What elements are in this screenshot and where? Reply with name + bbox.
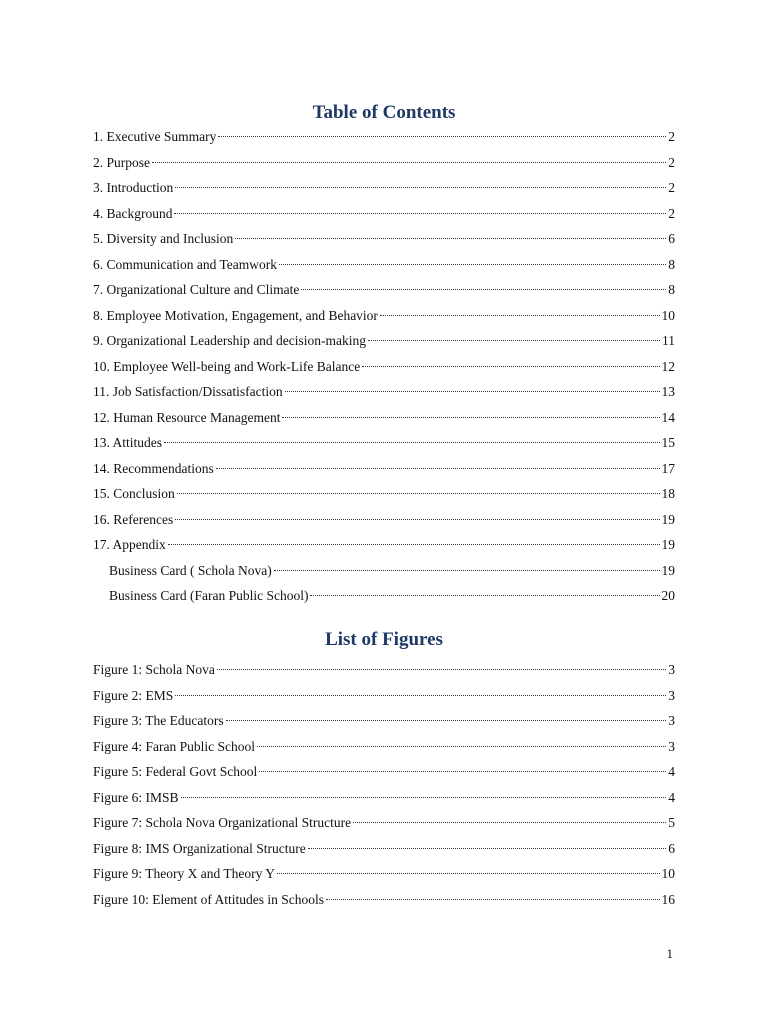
dot-leader <box>175 186 666 188</box>
toc-entry-page-number: 18 <box>661 486 675 501</box>
figure-entry-label: Figure 6: IMSB <box>93 789 179 805</box>
figure-entry-label: Figure 10: Element of Attitudes in Schools <box>93 891 324 907</box>
toc-entry-page-number: 19 <box>661 562 675 578</box>
toc-entry[interactable] <box>93 536 675 562</box>
dot-leader <box>217 668 666 670</box>
toc-entry[interactable] <box>93 154 675 180</box>
toc-entry-label: 12. Human Resource Management <box>93 409 281 425</box>
figure-entry-page-number: 3 <box>668 713 675 728</box>
dot-leader <box>285 390 660 392</box>
figure-entry-page-number: 6 <box>668 840 675 856</box>
toc-entry-label: 11. Job Satisfaction/Dissatisfaction <box>93 384 283 399</box>
dot-leader <box>216 467 660 469</box>
toc-entry-label: 15. Conclusion <box>93 486 175 501</box>
toc-entry-label: 5. Diversity and Inclusion <box>93 231 234 246</box>
figure-entry-page-number: 4 <box>668 764 675 779</box>
toc-entry-label: 3. Introduction <box>93 180 174 195</box>
dot-leader <box>310 594 659 596</box>
toc-title: Table of Contents <box>312 102 456 123</box>
toc-entry-label: 17. Appendix <box>93 537 166 552</box>
dot-leader <box>282 416 659 418</box>
dot-leader <box>218 135 666 137</box>
toc-entry-label: 8. Employee Motivation, Engagement, and Behavior <box>93 307 378 323</box>
figure-entry-page-number: 4 <box>668 789 675 805</box>
figure-entry-label: Figure 2: EMS <box>93 687 174 703</box>
toc-entry-label: 9. Organizational Leadership and decision-making <box>93 333 367 348</box>
dot-leader <box>174 212 666 214</box>
figure-entry-label: Figure 3: The Educators <box>93 713 224 728</box>
toc-entry-page-number: 10 <box>661 307 675 323</box>
dot-leader <box>259 770 666 772</box>
dot-leader <box>175 518 659 520</box>
toc-entry-label: Business Card (Faran Public School) <box>109 588 309 603</box>
figure-entry[interactable] <box>93 840 675 866</box>
dot-leader <box>175 694 666 696</box>
figure-entry[interactable] <box>93 789 675 815</box>
toc-entry-label: 2. Purpose <box>93 154 150 170</box>
toc-entry-page-number: 8 <box>668 282 675 297</box>
list-of-figures <box>93 661 675 916</box>
figure-entry[interactable] <box>93 661 675 687</box>
dot-leader <box>274 569 660 571</box>
toc-entry-label: 10. Employee Well-being and Work-Life Balance <box>93 358 361 374</box>
toc-entry-page-number: 15 <box>661 435 675 450</box>
toc-entry-page-number: 8 <box>668 256 675 272</box>
toc-entry-page-number: 11 <box>662 333 675 348</box>
toc-entry[interactable] <box>93 205 675 231</box>
toc-entry[interactable] <box>93 358 675 384</box>
dot-leader <box>168 543 660 545</box>
toc-entry-page-number: 14 <box>661 409 675 425</box>
toc-entry[interactable] <box>93 434 675 460</box>
figure-entry-label: Figure 4: Faran Public School <box>93 738 255 754</box>
figure-entry-label: Figure 5: Federal Govt School <box>93 764 258 779</box>
toc-entry-page-number: 6 <box>668 231 675 246</box>
dot-leader <box>368 339 660 341</box>
toc-entry[interactable] <box>93 307 675 333</box>
figure-entry-label: Figure 8: IMS Organizational Structure <box>93 840 306 856</box>
figure-entry-label: Figure 9: Theory X and Theory Y <box>93 866 275 881</box>
list-of-figures-title: List of Figures <box>325 629 443 650</box>
toc-entry[interactable] <box>93 281 675 307</box>
toc-entry[interactable] <box>93 562 675 588</box>
figure-entry-label: Figure 7: Schola Nova Organizational Structure <box>93 815 352 830</box>
dot-leader <box>326 898 660 900</box>
toc-entry-label: Business Card ( Schola Nova) <box>109 562 272 578</box>
toc-entry[interactable] <box>93 409 675 435</box>
figure-entry[interactable] <box>93 738 675 764</box>
toc-entry-label: 13. Attitudes <box>93 435 163 450</box>
figure-entry-page-number: 10 <box>661 866 675 881</box>
toc-entry[interactable] <box>93 230 675 256</box>
toc-entry-label: 7. Organizational Culture and Climate <box>93 282 300 297</box>
toc-entry-page-number: 17 <box>661 460 675 476</box>
dot-leader <box>353 821 666 823</box>
figure-entry[interactable] <box>93 814 675 840</box>
toc-entry-page-number: 19 <box>661 537 675 552</box>
dot-leader <box>380 314 660 316</box>
figure-entry-page-number: 5 <box>668 815 675 830</box>
toc-entry-page-number: 12 <box>661 358 675 374</box>
toc-entry-page-number: 2 <box>668 129 675 144</box>
figure-entry[interactable] <box>93 712 675 738</box>
toc-entry-label: 4. Background <box>93 205 173 221</box>
toc-entry-label: 6. Communication and Teamwork <box>93 256 278 272</box>
toc-entry[interactable] <box>93 332 675 358</box>
toc-entry[interactable] <box>93 485 675 511</box>
dot-leader <box>277 872 660 874</box>
toc-entry-page-number: 20 <box>661 588 675 603</box>
toc-entry[interactable] <box>93 460 675 486</box>
toc-entry-page-number: 19 <box>661 511 675 527</box>
figure-entry[interactable] <box>93 763 675 789</box>
toc-entry[interactable] <box>93 179 675 205</box>
dot-leader <box>362 365 659 367</box>
figure-entry-page-number: 16 <box>661 891 675 907</box>
toc-entry-label: 16. References <box>93 511 174 527</box>
toc-entry[interactable] <box>93 587 675 613</box>
dot-leader <box>164 441 659 443</box>
dot-leader <box>235 237 666 239</box>
dot-leader <box>181 796 667 798</box>
toc-entry[interactable] <box>93 128 675 154</box>
toc-list <box>93 128 675 613</box>
figure-entry[interactable] <box>93 687 675 713</box>
figure-entry-label: Figure 1: Schola Nova <box>93 662 215 677</box>
dot-leader <box>308 847 667 849</box>
figure-entry[interactable] <box>93 891 675 917</box>
dot-leader <box>226 719 667 721</box>
figure-entry-page-number: 3 <box>668 687 675 703</box>
toc-entry[interactable] <box>93 383 675 409</box>
toc-entry[interactable] <box>93 256 675 282</box>
dot-leader <box>152 161 666 163</box>
toc-entry-page-number: 2 <box>668 154 675 170</box>
figure-entry[interactable] <box>93 865 675 891</box>
dot-leader <box>301 288 666 290</box>
dot-leader <box>177 492 660 494</box>
figure-entry-page-number: 3 <box>668 662 675 677</box>
toc-entry-page-number: 13 <box>661 384 675 399</box>
dot-leader <box>279 263 666 265</box>
toc-entry-label: 1. Executive Summary <box>93 129 217 144</box>
toc-entry-page-number: 2 <box>668 205 675 221</box>
toc-entry-page-number: 2 <box>668 180 675 195</box>
dot-leader <box>257 745 666 747</box>
toc-entry-label: 14. Recommendations <box>93 460 214 476</box>
figure-entry-page-number: 3 <box>668 738 675 754</box>
toc-entry[interactable] <box>93 511 675 537</box>
page-number: 1 <box>666 946 673 961</box>
